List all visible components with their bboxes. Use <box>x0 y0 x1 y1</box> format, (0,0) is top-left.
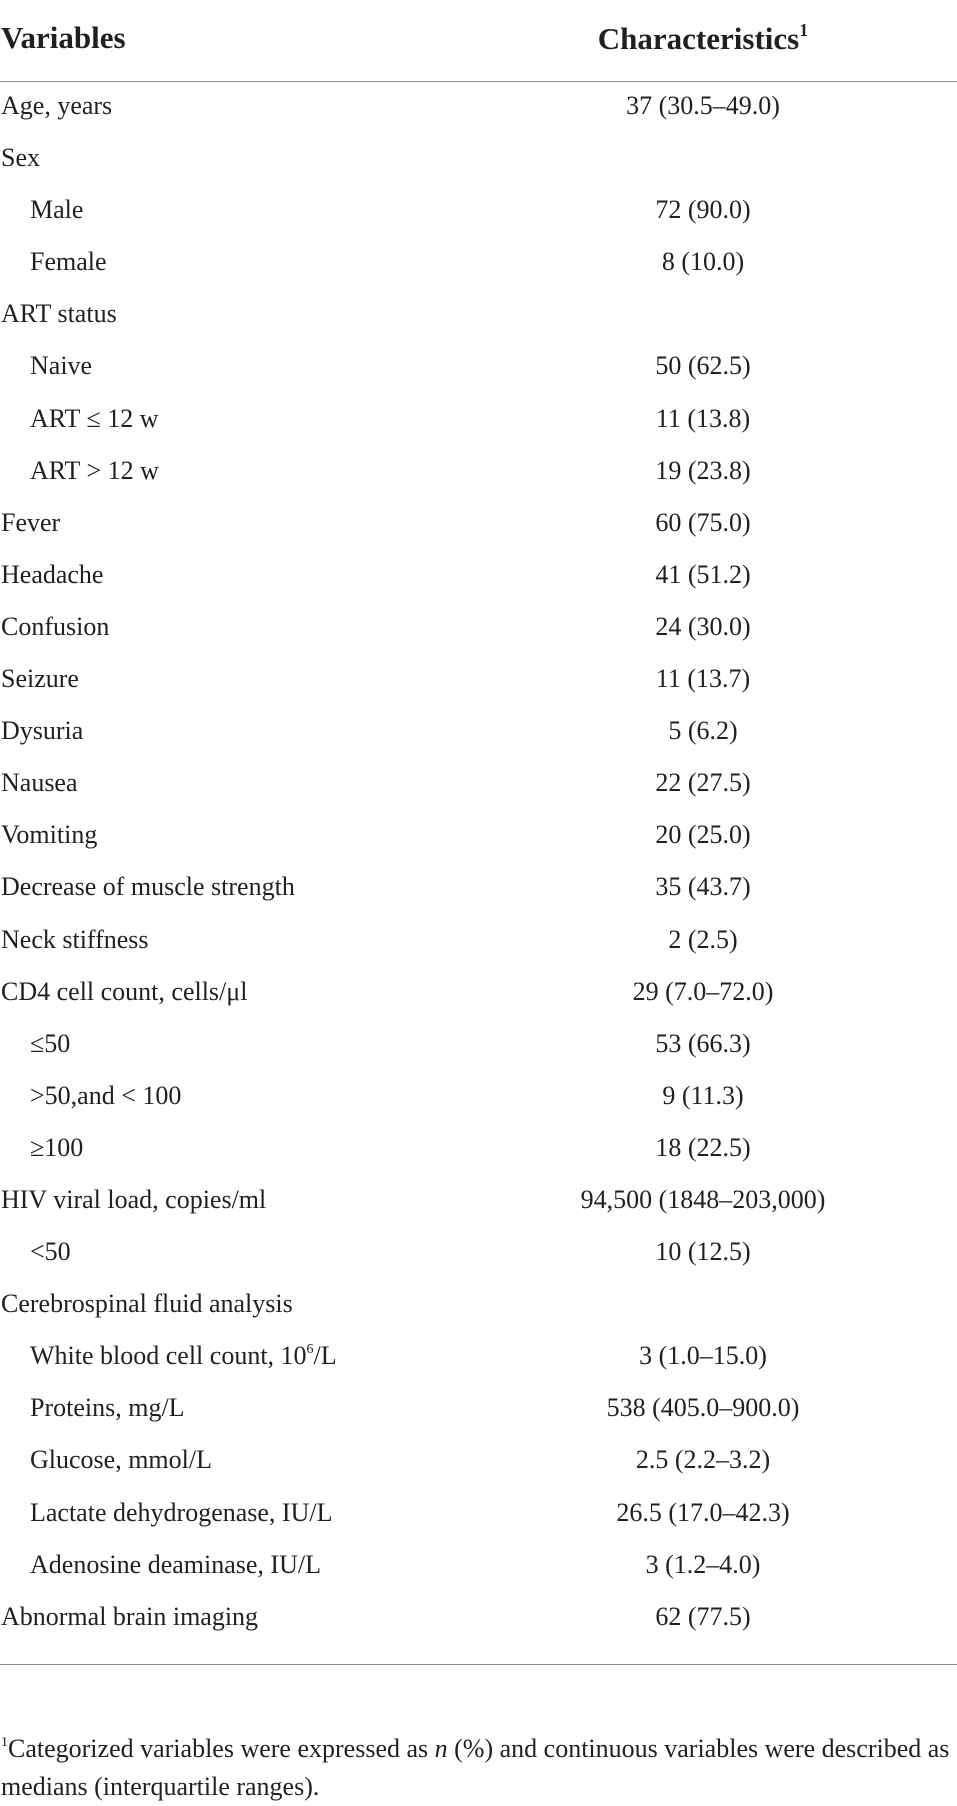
row-label-superscript: 6 <box>306 1342 314 1358</box>
table-row <box>0 395 957 447</box>
row-label <box>1 1289 293 1319</box>
row-label-text: ≥100 <box>30 1132 84 1162</box>
row-label-text: Age, years <box>1 91 113 120</box>
row-label-unit: /L <box>313 1341 337 1371</box>
footnote-text-before: Categorized variables were expressed as <box>8 1734 435 1763</box>
row-label-text: Vomiting <box>1 820 98 850</box>
row-label-text: <50 <box>30 1237 71 1267</box>
row-value: 20 (25.0) <box>655 820 751 850</box>
row-label-text: Headache <box>1 559 104 589</box>
table-row <box>0 707 957 759</box>
row-label-text: ART > 12 w <box>30 455 159 485</box>
table-row <box>0 1176 957 1228</box>
row-value: 22 (27.5) <box>655 768 751 798</box>
row-value: 26.5 (17.0–42.3) <box>616 1497 790 1527</box>
row-label-text: Decrease of muscle strength <box>1 872 295 902</box>
row-value: 8 (10.0) <box>661 247 745 277</box>
row-label-text: Neck stiffness <box>1 924 149 954</box>
row-value: 2 (2.5) <box>668 924 738 954</box>
table-row <box>0 603 957 655</box>
row-value: 24 (30.0) <box>655 611 751 641</box>
table-row <box>0 82 957 134</box>
row-label-text: Adenosine deaminase, IU/L <box>30 1549 321 1579</box>
table-row <box>0 1020 957 1072</box>
row-value: 3 (1.0–15.0) <box>639 1341 767 1371</box>
table-row <box>0 811 957 863</box>
row-label-text: ART status <box>1 299 117 329</box>
row-label-text: Cerebrospinal fluid analysis <box>1 1289 293 1319</box>
row-label-text: Seizure <box>1 664 79 694</box>
table-bottom-rule <box>0 1664 957 1665</box>
row-label-text: Female <box>30 247 107 277</box>
row-label-text: ART ≤ 12 w <box>30 403 159 433</box>
footnote-italic-n: n <box>434 1734 448 1763</box>
row-value: 9 (11.3) <box>662 1080 744 1110</box>
header-characteristics-label: Characteristics <box>597 21 800 56</box>
row-value: 37 (30.5–49.0) <box>626 91 780 120</box>
table-row <box>0 1124 957 1176</box>
table-row <box>0 1280 957 1332</box>
table-row <box>0 290 957 342</box>
footnote-text-after: (%) and continuous variables were described as medians (interquartile ranges). <box>1 1734 950 1801</box>
row-label-text: Glucose, mmol/L <box>30 1445 212 1475</box>
row-value: 19 (23.8) <box>655 455 751 485</box>
header-characteristics <box>0 20 957 57</box>
row-value: 41 (51.2) <box>655 559 751 589</box>
table-row <box>0 342 957 394</box>
row-label-text: >50,and < 100 <box>30 1080 182 1110</box>
table-body <box>0 82 957 1645</box>
row-label <box>1 299 117 329</box>
row-value: 538 (405.0–900.0) <box>606 1393 800 1423</box>
table-row <box>0 499 957 551</box>
row-value: 2.5 (2.2–3.2) <box>635 1445 771 1475</box>
row-value: 60 (75.0) <box>655 507 751 537</box>
row-label-text: CD4 cell count, cells/μl <box>1 976 248 1006</box>
table-row <box>0 1072 957 1124</box>
row-value: 18 (22.5) <box>655 1132 751 1162</box>
table-row <box>0 916 957 968</box>
row-label-text: Naive <box>30 351 93 381</box>
table-row <box>0 551 957 603</box>
table-header <box>0 0 957 81</box>
table-row <box>0 759 957 811</box>
row-label-text: ≤50 <box>30 1028 71 1058</box>
row-label-text: Nausea <box>1 768 78 798</box>
row-value: 11 (13.7) <box>655 664 751 694</box>
row-value: 29 (7.0–72.0) <box>632 976 774 1006</box>
row-label-text: White blood cell count, 10 <box>30 1341 307 1371</box>
row-label-text: Lactate dehydrogenase, IU/L <box>30 1497 333 1527</box>
row-value: 3 (1.2–4.0) <box>645 1549 761 1579</box>
row-value: 72 (90.0) <box>655 195 751 225</box>
table-row <box>0 1593 957 1645</box>
row-value: 94,500 (1848–203,000) <box>580 1184 826 1214</box>
row-label-text: Proteins, mg/L <box>30 1393 185 1423</box>
header-footnote-marker: 1 <box>799 20 809 40</box>
table-row <box>0 863 957 915</box>
table-row <box>0 1332 957 1384</box>
table-row <box>0 134 957 186</box>
row-label-text: HIV viral load, copies/ml <box>1 1184 267 1214</box>
table-row <box>0 1541 957 1593</box>
table-row <box>0 447 957 499</box>
table-row <box>0 186 957 238</box>
table-row <box>0 655 957 707</box>
row-label-text: Confusion <box>1 611 110 641</box>
table-row <box>0 1228 957 1280</box>
table-row <box>0 968 957 1020</box>
table-footnote <box>1 1724 956 1806</box>
table-row <box>0 1436 957 1488</box>
footnote-marker: 1 <box>1 1735 8 1750</box>
row-label-text: Abnormal brain imaging <box>1 1601 259 1631</box>
row-label-text: Male <box>30 195 84 225</box>
row-label-text: Dysuria <box>1 716 84 746</box>
row-value: 10 (12.5) <box>655 1237 751 1267</box>
row-value: 50 (62.5) <box>655 351 751 381</box>
row-label-text: Fever <box>1 507 61 537</box>
row-value: 62 (77.5) <box>655 1601 751 1631</box>
row-value: 35 (43.7) <box>655 872 751 902</box>
row-label-text: Sex <box>1 143 40 173</box>
row-value: 53 (66.3) <box>655 1028 751 1058</box>
row-label <box>1 143 40 173</box>
table-row <box>0 1489 957 1541</box>
table-row <box>0 1384 957 1436</box>
header-variables: Variables <box>1 20 126 55</box>
table-row <box>0 238 957 290</box>
row-value: 5 (6.2) <box>668 716 738 746</box>
row-value: 11 (13.8) <box>655 403 751 433</box>
